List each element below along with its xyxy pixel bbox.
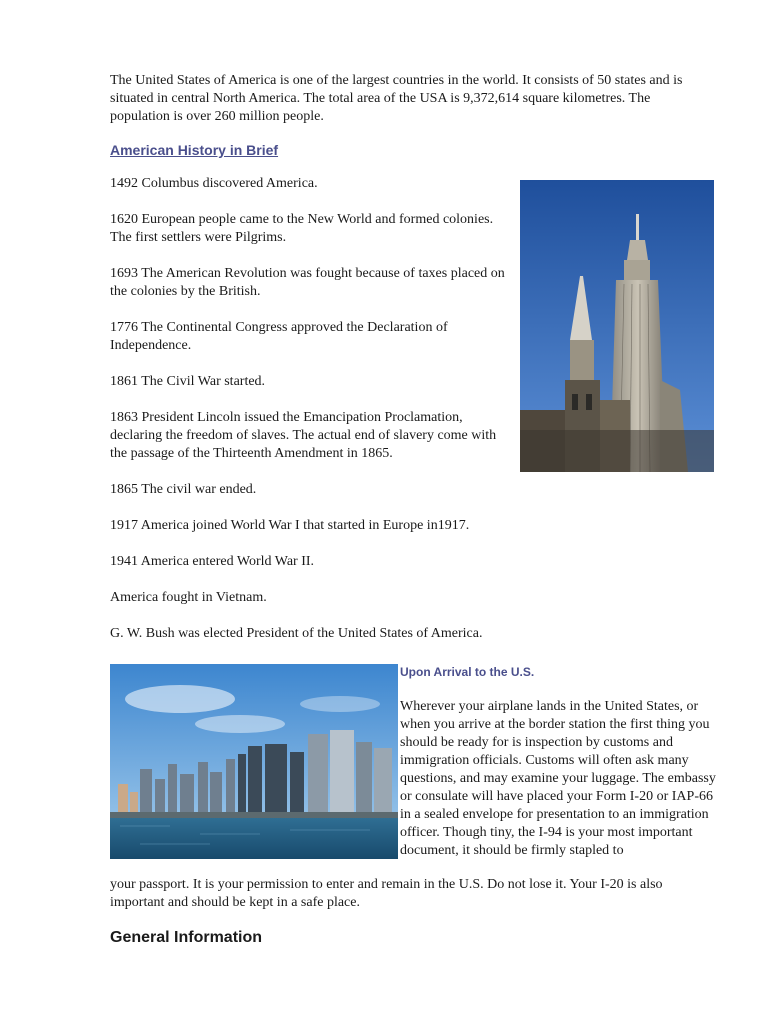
- history-item: 1863 President Lincoln issued the Emancipation Proclamation, declaring the freedom of slaves. The actual end of slavery come with the passage of the Thirteenth Amendment in 1865.: [110, 410, 497, 461]
- history-list: [110, 175, 510, 643]
- history-item: 1776 The Continental Congress approved the Declaration of Independence.: [110, 320, 448, 353]
- history-item: 1917 America joined World War I that started in Europe in1917.: [110, 518, 470, 533]
- history-item: 1492 Columbus discovered America.: [110, 176, 318, 191]
- arrival-paragraph-continued: your passport. It is your permission to enter and remain in the U.S. Do not lose it. Your I-20 is also important and should be kept in a safe place.: [110, 877, 663, 910]
- general-information-heading: General Information: [110, 929, 263, 946]
- history-item: G. W. Bush was elected President of the United States of America.: [110, 626, 483, 641]
- intro-paragraph: The United States of America is one of the largest countries in the world. It consists of 50 states and is situated in central North America. The total area of the USA is 9,372,614 square kilometres. The population is over 260 million people.: [110, 73, 683, 124]
- history-item: 1865 The civil war ended.: [110, 482, 257, 497]
- arrival-heading: Upon Arrival to the U.S.: [400, 665, 535, 679]
- history-item: America fought in Vietnam.: [110, 590, 267, 605]
- history-item: 1861 The Civil War started.: [110, 374, 266, 389]
- arrival-paragraph: Wherever your airplane lands in the United States, or when you arrive at the border station the first thing you should be ready for is inspection by customs and immigration officials. Customs will often ask many questions, and may examine your luggage. The embassy or consulate will have placed your Form I-20 or IAP-66 in a sealed envelope for presentation to an immigration officer. Though tiny, the I-94 is your most important document, it should be firmly stapled to: [400, 699, 716, 858]
- empire-state-building-photo: [520, 180, 714, 472]
- city-skyline-photo: [110, 664, 398, 859]
- history-item: 1693 The American Revolution was fought because of taxes placed on the colonies by the British.: [110, 266, 505, 299]
- history-item: 1941 America entered World War II.: [110, 554, 315, 569]
- history-item: 1620 European people came to the New World and formed colonies. The first settlers were Pilgrims.: [110, 212, 494, 245]
- history-heading[interactable]: American History in Brief: [110, 142, 279, 158]
- arrival-section: [400, 664, 716, 860]
